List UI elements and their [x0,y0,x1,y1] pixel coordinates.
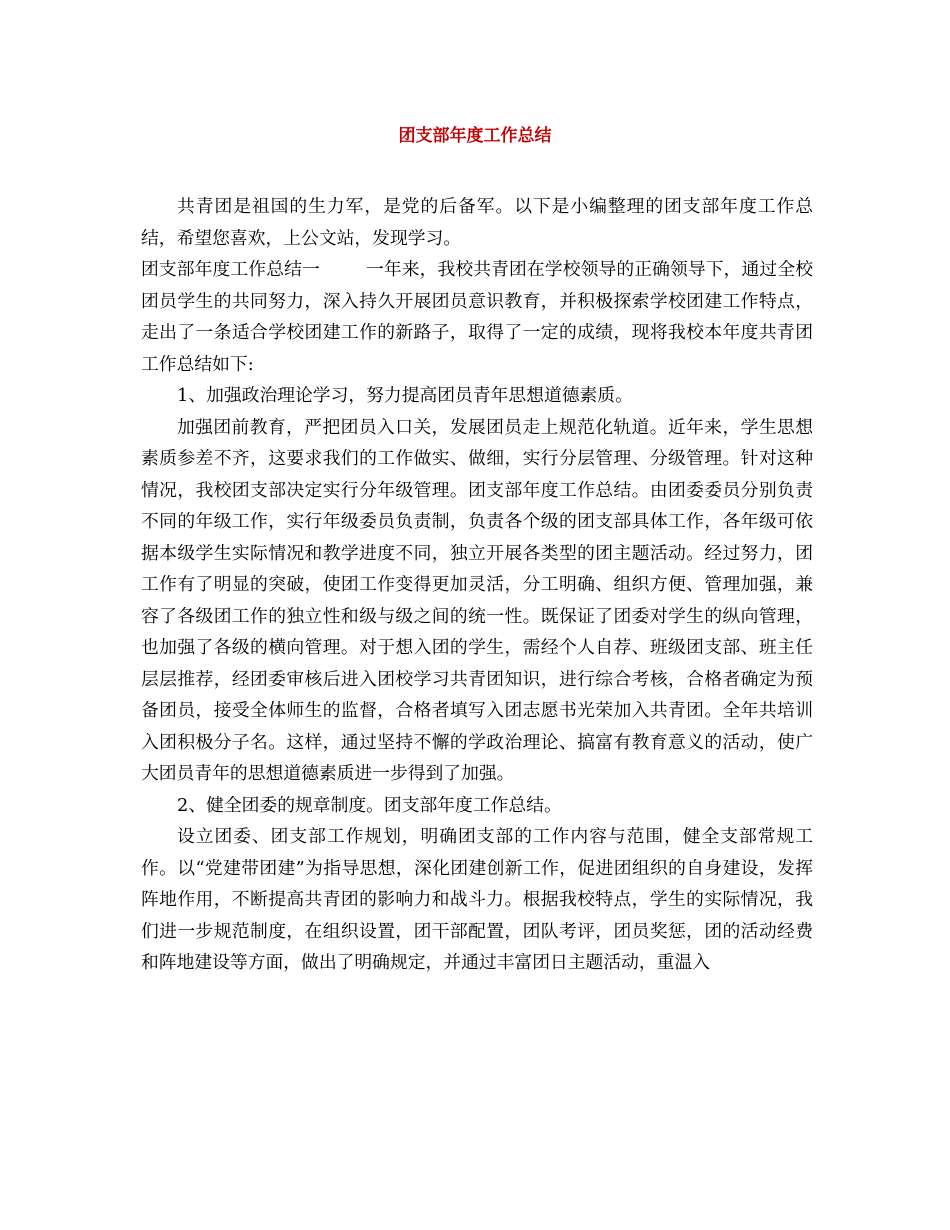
document-title: 团支部年度工作总结 [398,126,552,146]
section-heading: 团支部年度工作总结一 [141,259,320,280]
section-paragraph [141,254,813,380]
intro-paragraph: 共青团是祖国的生力军，是党的后备军。以下是小编整理的团支部年度工作总结，希望您喜欢，上公文站，发现学习。 [141,196,813,249]
point1-heading: 1、加强政治理论学习，努力提高团员青年思想道德素质。 [177,385,633,406]
point2-body: 设立团委、团支部工作规划，明确团支部的工作内容与范围，健全支部常规工作。以“党建带团建”为指导思想，深化团建创新工作，促进团组织的自身建设，发挥阵地作用，不断提高共青团的影响力和战斗力。根据我校特点，学生的实际情况，我们进一步规范制度，在组织设置，团干部配置，团队考评，团员奖惩，团的活动经费和阵地建设等方面，做出了明确规定，并通过丰富团日主题活动，重温入 [141,826,813,973]
point2-heading: 2、健全团委的规章制度。团支部年度工作总结。 [177,794,562,816]
point1-body: 加强团前教育，严把团员入口关，发展团员走上规范化轨道。近年来，学生思想素质参差不齐，这要求我们的工作做实、做细，实行分层管理、分级管理。针对这种情况，我校团支部决定实行分年级管理。团支部年度工作总结。由团委委员分别负责不同的年级工作，实行年级委员负责制，负责各个级的团支部具体工作，各年级可依据本级学生实际情况和教学进度不同，独立开展各类型的团主题活动。经过努力，团工作有了明显的突破，使团工作变得更加灵活，分工明确、组织方便、管理加强，兼容了各级团工作的独立性和级与级之间的统一性。既保证了团委对学生的纵向管理，也加强了各级的横向管理。对于想入团的学生，需经个人自荐、班级团支部、班主任层层推荐，经团委审核后进入团校学习共青团知识，进行综合考核，合格者确定为预备团员，接受全体师生的监督，合格者填写入团志愿书光荣加入共青团。全年共培训入团积极分子名。这样，通过坚持不懈的学政治理论、搞富有教育意义的活动，使广大团员青年的思想道德素质进一步得到了加强。 [141,416,813,784]
section-lead: 一年来，我校共青团在学校领导的正确领导下，通过全校团员学生的共同努力，深入持久开展团员意识教育，并积极探索学校团建工作特点，走出了一条适合学校团建工作的新路子，取得了一定的成绩，现将我校本年度共青团工作总结如下: [141,259,813,375]
document-body [141,191,813,979]
